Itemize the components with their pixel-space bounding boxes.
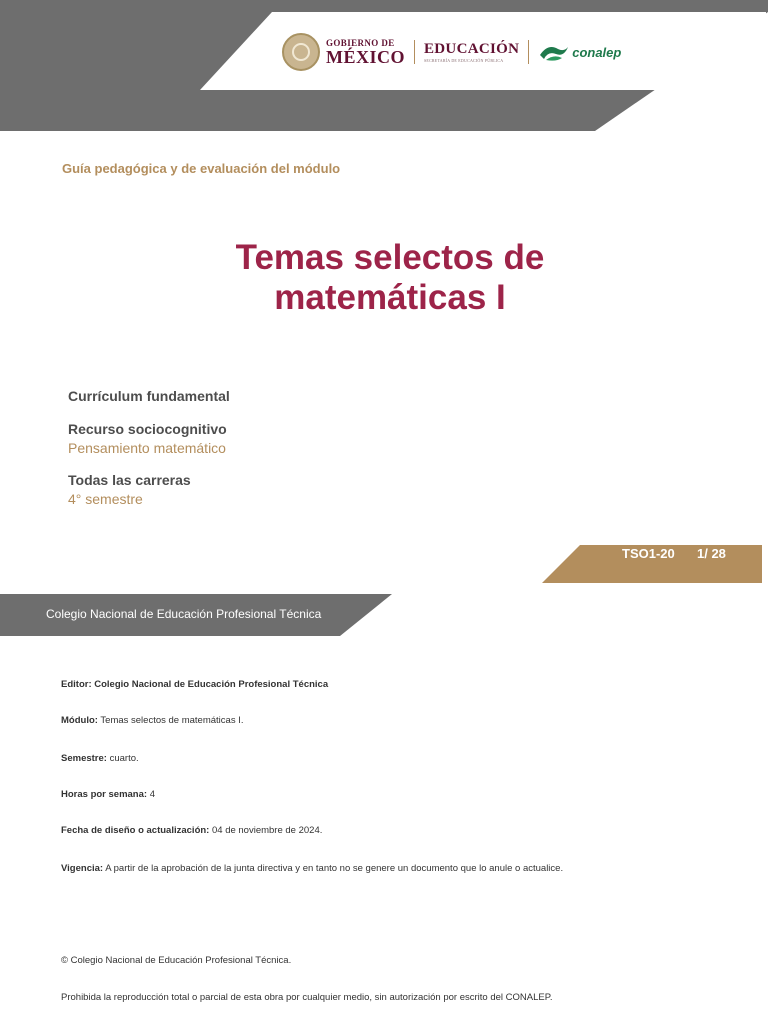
hours-label: Horas por semana: (61, 789, 148, 800)
semester-line (61, 753, 139, 764)
cover-title (130, 238, 650, 318)
semester-value: cuarto. (106, 753, 139, 764)
resource-label: Recurso sociocognitivo (68, 421, 227, 437)
date-line (61, 825, 322, 836)
semester-value: 4° semestre (68, 491, 143, 507)
coat-of-arms-icon (282, 33, 320, 71)
educacion-logo (424, 42, 519, 63)
validity-value: A partir de la aprobación de la junta directiva y en tanto no se genere un documento que lo anule o actualice. (103, 863, 564, 874)
conalep-logo-icon (538, 41, 570, 63)
title-line1: Temas selectos de (235, 238, 545, 277)
module-value: Temas selectos de matemáticas I. (97, 715, 244, 726)
conalep-label: conalep (572, 44, 622, 60)
logo-divider (528, 40, 529, 64)
document-code: TSO1-20 (622, 546, 675, 561)
title-line2: matemáticas I (274, 278, 506, 317)
page2-band-label: Colegio Nacional de Educación Profesional Técnica (46, 607, 322, 621)
module-label: Módulo: (61, 715, 98, 726)
date-label: Fecha de diseño o actualización: (61, 825, 210, 836)
edu-sub: SECRETARÍA DE EDUCACIÓN PÚBLICA (424, 57, 504, 63)
edu-label: EDUCACIÓN (424, 40, 520, 57)
editor-label: Editor: Colegio Nacional de Educación Profesional Técnica (61, 679, 329, 690)
logo-divider (414, 40, 415, 64)
cover-subtitle: Guía pedagógica y de evaluación del módulo (62, 161, 341, 176)
rights-notice: Prohibida la reproducción total o parcial de esta obra por cualquier medio, sin autorización por escrito del CONALEP. (61, 992, 553, 1003)
resource-value: Pensamiento matemático (68, 440, 226, 456)
semester-label: Semestre: (61, 753, 107, 764)
gob-line1: GOBIERNO DE (326, 37, 395, 48)
module-line (61, 715, 244, 726)
careers-label: Todas las carreras (68, 472, 191, 488)
header-logos (282, 32, 621, 72)
validity-line (61, 863, 563, 874)
hours-line (61, 789, 155, 800)
date-value: 04 de noviembre de 2024. (209, 825, 323, 836)
gobierno-logo (326, 39, 405, 66)
copyright-notice: © Colegio Nacional de Educación Profesional Técnica. (61, 955, 292, 966)
page-indicator: 1/ 28 (697, 546, 726, 561)
editor-line (61, 679, 328, 690)
gob-line2: MÉXICO (326, 46, 405, 67)
hours-value: 4 (147, 789, 155, 800)
curriculum-label: Currículum fundamental (68, 388, 230, 404)
validity-label: Vigencia: (61, 863, 104, 874)
